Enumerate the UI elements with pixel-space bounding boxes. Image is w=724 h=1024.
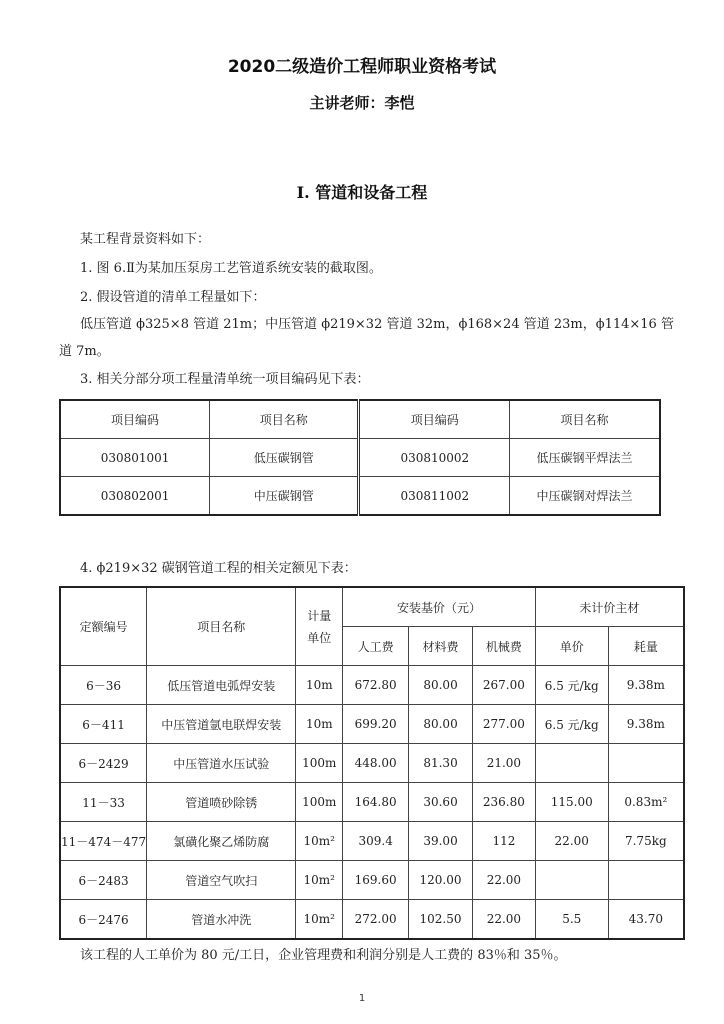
- table-cell: 22.00: [535, 822, 608, 861]
- table-cell: 氯磺化聚乙烯防腐: [147, 822, 296, 861]
- table-cell: 22.00: [472, 900, 535, 940]
- table-cell: 10m²: [296, 861, 343, 900]
- table-cell: 9.38m: [608, 705, 684, 744]
- table-cell: 管道空气吹扫: [147, 861, 296, 900]
- table-cell: 低压管道电弧焊安装: [147, 666, 296, 705]
- code-header-cell: 项目编码: [60, 400, 210, 439]
- section-title: Ⅰ. 管道和设备工程: [296, 183, 428, 202]
- table-cell: 448.00: [343, 744, 409, 783]
- document-title: 2020二级造价工程师职业资格考试: [227, 57, 497, 77]
- table-cell: 100m: [296, 783, 343, 822]
- table-row: [60, 439, 660, 477]
- table-row: [60, 666, 684, 705]
- table-row: [60, 783, 684, 822]
- table-cell: 309.4: [343, 822, 409, 861]
- table-cell: 39.00: [409, 822, 473, 861]
- table-cell: 6－36: [60, 666, 147, 705]
- table-cell: [608, 861, 684, 900]
- table-cell: 100m: [296, 744, 343, 783]
- quota-table: [59, 586, 685, 940]
- intro-line-2: 2. 假设管道的清单工程量如下：: [80, 290, 266, 305]
- table-cell: 10m: [296, 705, 343, 744]
- table-cell: 030801001: [60, 439, 210, 477]
- intro-line-3a: 低压管道 ϕ325×8 管道 21m；中压管道 ϕ219×32 管道 32m，ϕ168×24 管道 23m，ϕ114×16 管: [80, 317, 674, 332]
- quota-header-consumption: 耗量: [608, 627, 684, 666]
- table-cell: 6－2476: [60, 900, 147, 940]
- table-cell: 699.20: [343, 705, 409, 744]
- table-cell: 管道喷砂除锈: [147, 783, 296, 822]
- quota-header-main-material: 未计价主材: [535, 587, 684, 627]
- table-cell: 030810002: [359, 439, 510, 477]
- table-cell: 22.00: [472, 861, 535, 900]
- table-cell: 6.5 元/kg: [535, 705, 608, 744]
- page-number: 1: [358, 993, 366, 1004]
- table-cell: [608, 744, 684, 783]
- table-cell: 9.38m: [608, 666, 684, 705]
- table-cell: 236.80: [472, 783, 535, 822]
- table-cell: [535, 861, 608, 900]
- table-cell: 中压碳钢管: [210, 477, 359, 516]
- table-cell: 6－2483: [60, 861, 147, 900]
- code-header-cell: 项目编码: [359, 400, 510, 439]
- table-cell: 80.00: [409, 666, 473, 705]
- quota-header-price: 单价: [535, 627, 608, 666]
- table-cell: 81.30: [409, 744, 473, 783]
- table-cell: 030802001: [60, 477, 210, 516]
- code-table-header-row: [60, 400, 660, 439]
- quota-header-row-1: [60, 587, 684, 627]
- table-cell: 102.50: [409, 900, 473, 940]
- table-cell: 中压管道氩电联焊安装: [147, 705, 296, 744]
- quota-header-labor: 人工费: [343, 627, 409, 666]
- quota-header-material: 材料费: [409, 627, 473, 666]
- table-cell: 115.00: [535, 783, 608, 822]
- table-row: [60, 744, 684, 783]
- quota-header-unit: 计量单位: [296, 587, 343, 666]
- teacher-line: 主讲老师：李恺: [309, 94, 415, 112]
- table-cell: 267.00: [472, 666, 535, 705]
- table-cell: 120.00: [409, 861, 473, 900]
- table-cell: 6－2429: [60, 744, 147, 783]
- table-cell: 管道水冲洗: [147, 900, 296, 940]
- quota-intro: 4. ϕ219×32 碳钢管道工程的相关定额见下表：: [80, 561, 357, 576]
- intro-line-1: 1. 图 6.Ⅱ为某加压泵房工艺管道系统安装的截取图。: [80, 261, 382, 276]
- table-cell: 11－474－477: [60, 822, 147, 861]
- table-cell: 5.5: [535, 900, 608, 940]
- table-cell: 112: [472, 822, 535, 861]
- table-row: [60, 705, 684, 744]
- intro-line-0: 某工程背景资料如下：: [80, 232, 211, 247]
- table-cell: 272.00: [343, 900, 409, 940]
- table-cell: [535, 744, 608, 783]
- table-cell: 169.60: [343, 861, 409, 900]
- table-row: [60, 477, 660, 516]
- table-cell: 21.00: [472, 744, 535, 783]
- table-cell: 10m²: [296, 900, 343, 940]
- quota-header-machine: 机械费: [472, 627, 535, 666]
- table-cell: 6.5 元/kg: [535, 666, 608, 705]
- table-cell: 低压碳钢管: [210, 439, 359, 477]
- intro-line-3b: 道 7m。: [59, 344, 110, 359]
- labor-rate-note: 该工程的人工单价为 80 元/工日，企业管理费和利润分别是人工费的 83％和 35％。: [80, 948, 567, 963]
- table-cell: 6－411: [60, 705, 147, 744]
- table-row: [60, 861, 684, 900]
- table-cell: 277.00: [472, 705, 535, 744]
- table-cell: 10m: [296, 666, 343, 705]
- table-cell: 0.83m²: [608, 783, 684, 822]
- table-cell: 7.75kg: [608, 822, 684, 861]
- intro-line-4: 3. 相关分部分项工程量清单统一项目编码见下表：: [80, 372, 370, 387]
- quota-header-code: 定额编号: [60, 587, 147, 666]
- table-row: [60, 900, 684, 940]
- quota-header-name: 项目名称: [147, 587, 296, 666]
- table-cell: 中压碳钢对焊法兰: [510, 477, 660, 516]
- table-row: [60, 822, 684, 861]
- table-cell: 中压管道水压试验: [147, 744, 296, 783]
- table-cell: 10m²: [296, 822, 343, 861]
- table-cell: 80.00: [409, 705, 473, 744]
- code-header-cell: 项目名称: [510, 400, 660, 439]
- table-cell: 11－33: [60, 783, 147, 822]
- code-header-cell: 项目名称: [210, 400, 359, 439]
- table-cell: 低压碳钢平焊法兰: [510, 439, 660, 477]
- table-cell: 672.80: [343, 666, 409, 705]
- table-cell: 30.60: [409, 783, 473, 822]
- quota-header-base-price: 安装基价（元）: [343, 587, 536, 627]
- code-table: [59, 399, 661, 516]
- table-cell: 030811002: [359, 477, 510, 516]
- table-cell: 164.80: [343, 783, 409, 822]
- table-cell: 43.70: [608, 900, 684, 940]
